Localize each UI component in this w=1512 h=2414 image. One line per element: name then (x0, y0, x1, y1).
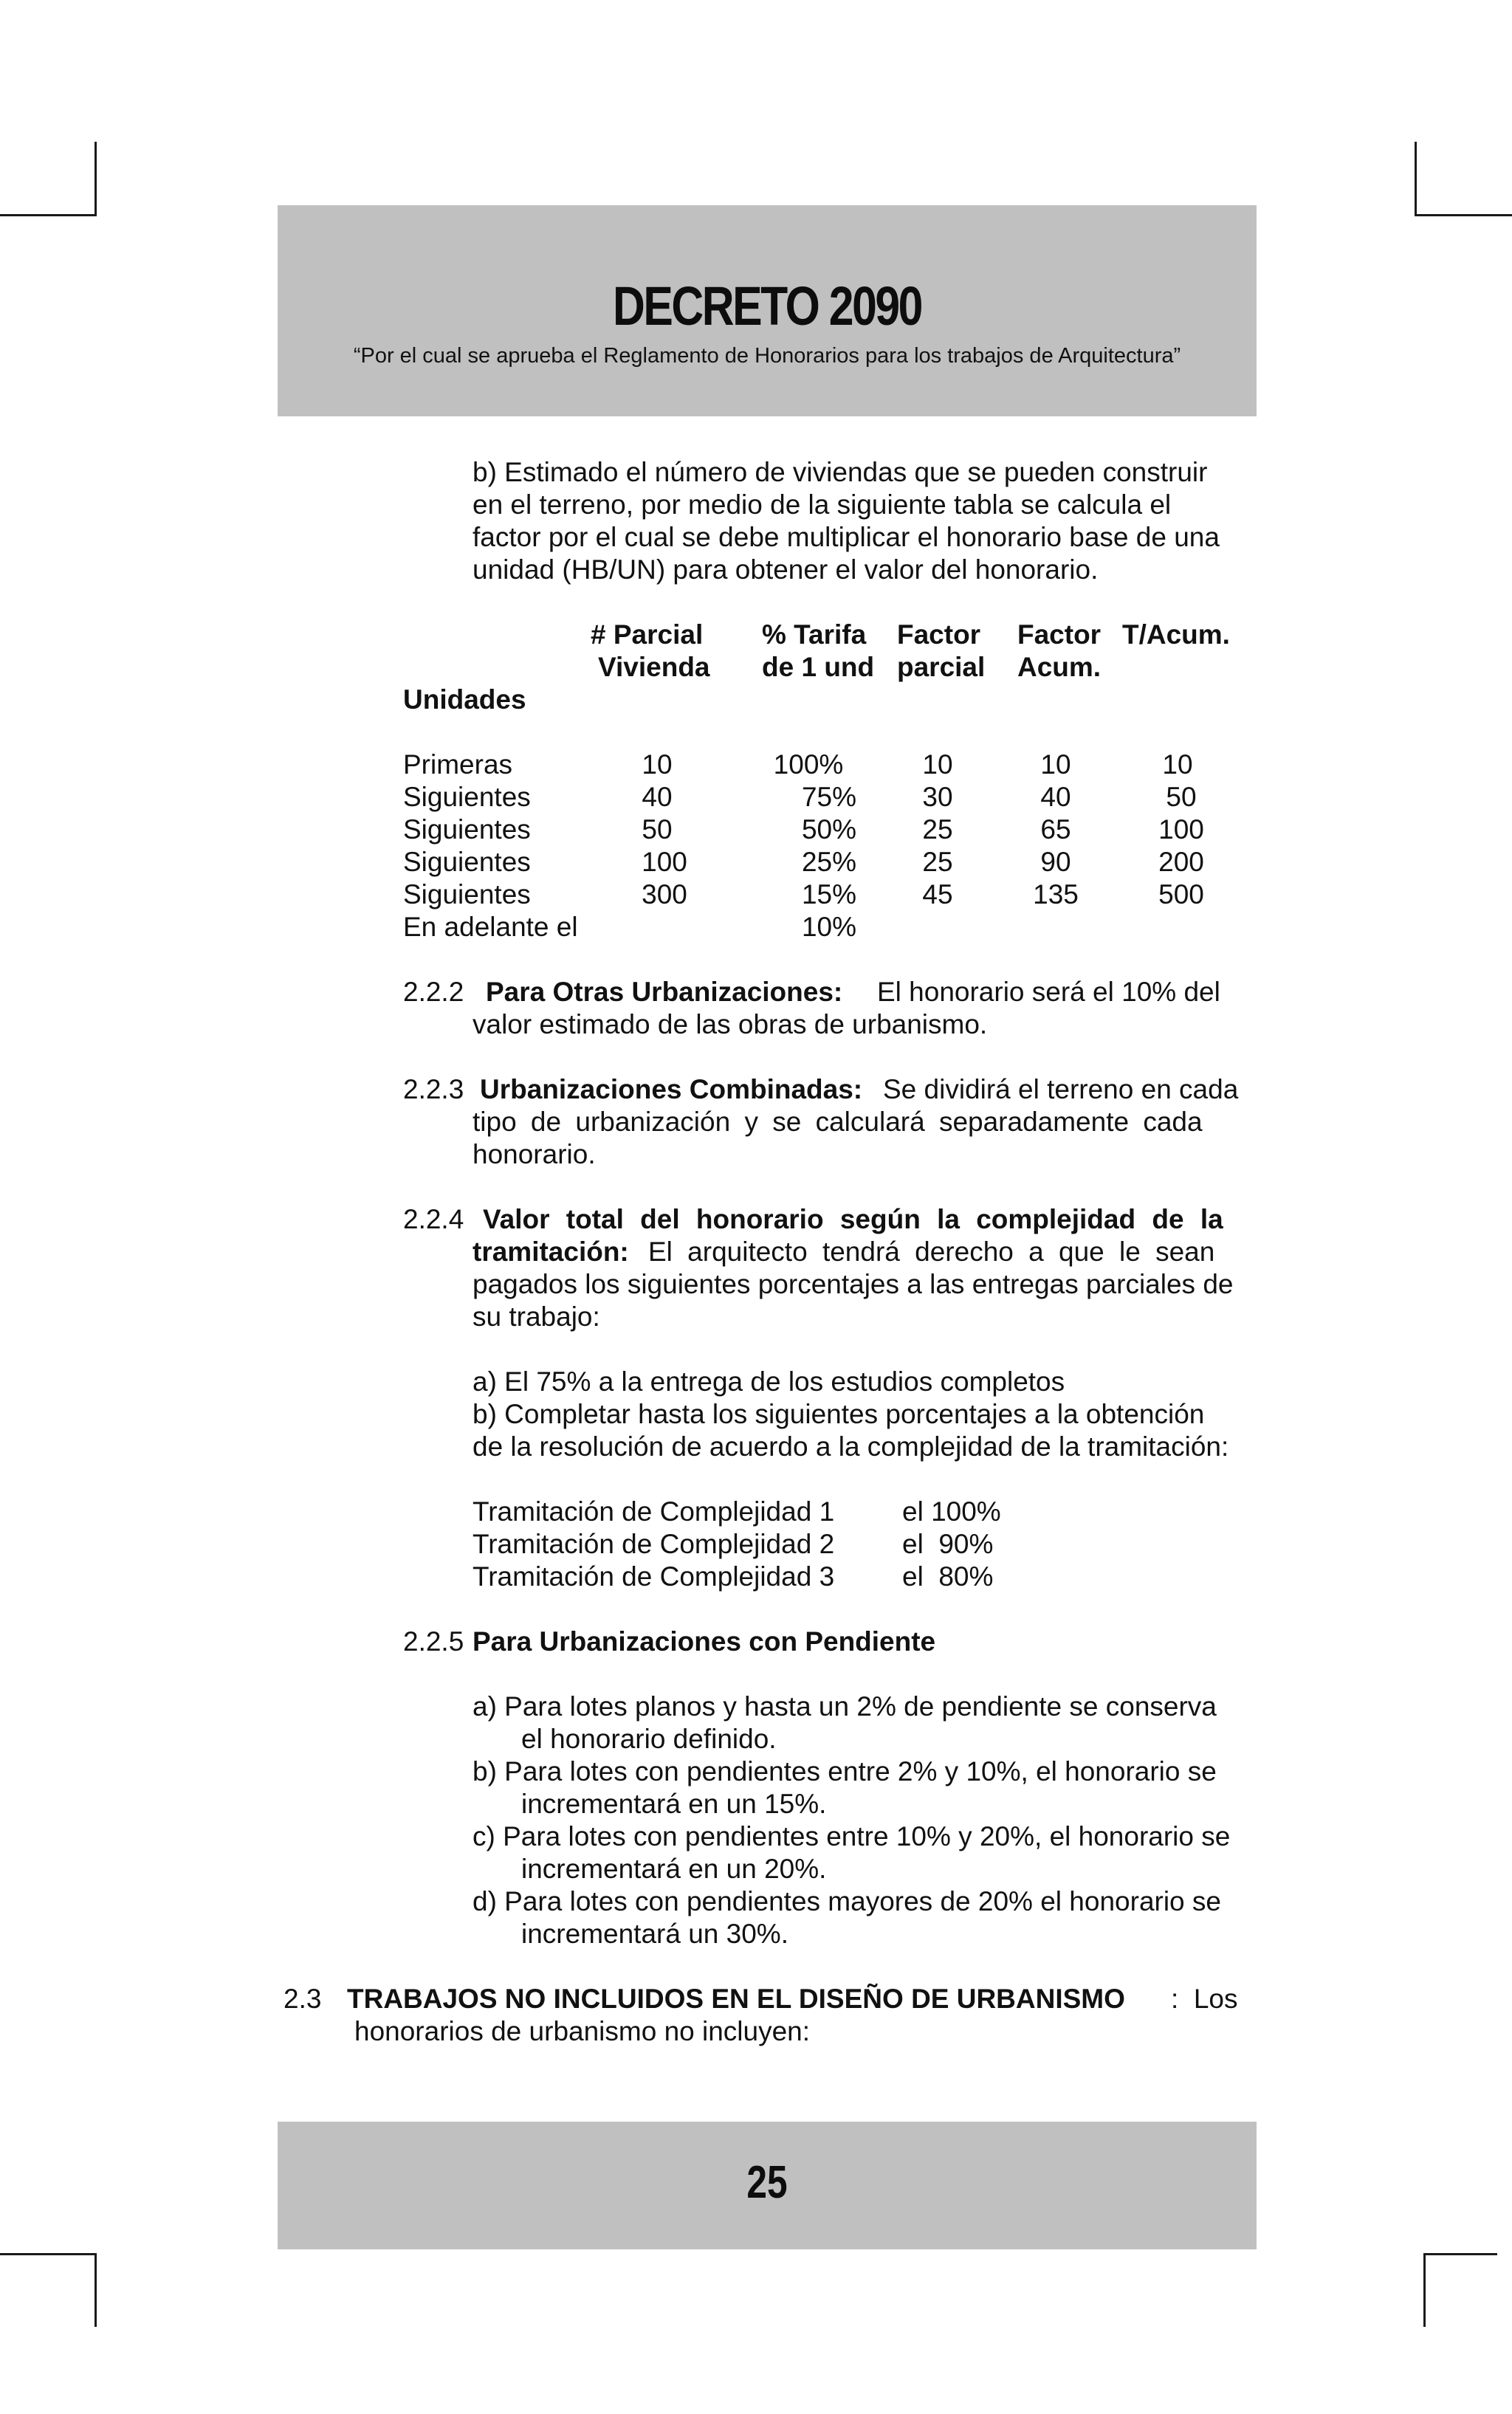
crop-mark-bottom-left-vertical (94, 2253, 97, 2327)
table-cell-parcial: 300 (642, 879, 687, 909)
section-text: valor estimado de las obras de urbanismo. (472, 1009, 988, 1039)
section-number: 2.3 (284, 1984, 322, 2014)
intro-line: en el terreno, por medio de la siguiente tabla se calcula el (472, 489, 1172, 520)
table-cell-t-acum: 100 (1158, 814, 1204, 845)
column-header-tarifa: % Tarifa (762, 619, 867, 650)
section-title: Para Otras Urbanizaciones: (486, 977, 843, 1007)
table-cell-tarifa: 15% (801, 879, 856, 909)
section-title: Valor total del honorario según la complejidad de la (483, 1204, 1223, 1234)
table-cell-unidades: Siguientes (403, 814, 531, 845)
crop-mark-top-right-horizontal (1415, 214, 1512, 216)
list-item: de la resolución de acuerdo a la complejidad de la tramitación: (472, 1431, 1229, 1462)
section-title: Urbanizaciones Combinadas: (480, 1074, 863, 1104)
table-cell-t-acum: 500 (1158, 879, 1204, 909)
table-cell-factor-parcial: 25 (922, 814, 953, 845)
table-cell-factor-parcial: 30 (922, 782, 953, 812)
crop-mark-bottom-left-horizontal (0, 2253, 97, 2255)
section-text: tipo de urbanización y se calculará separadamente cada (472, 1107, 1203, 1137)
list-item: incrementará en un 20%. (521, 1854, 827, 1884)
document-title: DECRETO 2090 (613, 275, 921, 337)
section-title: Para Urbanizaciones con Pendiente (472, 1626, 936, 1657)
table-cell-tarifa: 50% (801, 814, 856, 845)
column-header-factor-parcial: parcial (897, 652, 986, 682)
table-cell-tarifa: 10% (801, 912, 856, 942)
table-cell-tarifa: 25% (801, 847, 856, 877)
table-cell-factor-parcial: 45 (922, 879, 953, 909)
table-cell-unidades: Siguientes (403, 782, 531, 812)
table-cell-factor-acum: 90 (1040, 847, 1071, 877)
table-cell-t-acum: 50 (1166, 782, 1197, 812)
complejidad-value: el 80% (902, 1561, 994, 1592)
section-title: TRABAJOS NO INCLUIDOS EN EL DISEÑO DE URBANISMO (347, 1984, 1125, 2014)
table-cell-tarifa: 100% (773, 749, 844, 780)
table-cell-factor-acum: 10 (1040, 749, 1071, 780)
table-cell-tarifa: 75% (801, 782, 856, 812)
intro-line: b) Estimado el número de viviendas que se pueden construir (472, 457, 1208, 487)
section-text: El honorario será el 10% del (877, 977, 1220, 1007)
column-header-factor-acum: Acum. (1017, 652, 1102, 682)
table-cell-unidades: Siguientes (403, 847, 531, 877)
column-header-factor-acum: Factor (1017, 619, 1102, 650)
complejidad-label: Tramitación de Complejidad 1 (472, 1496, 835, 1527)
table-cell-unidades: Primeras (403, 749, 513, 780)
table-cell-factor-parcial: 25 (922, 847, 953, 877)
section-text: honorario. (472, 1139, 596, 1169)
crop-mark-bottom-right-vertical (1423, 2253, 1426, 2327)
column-header-t-acum: T/Acum. (1122, 619, 1230, 650)
column-header-factor-parcial: Factor (897, 619, 981, 650)
table-cell-factor-acum: 65 (1040, 814, 1071, 845)
header-band (278, 205, 1257, 416)
footer-band (278, 2122, 1257, 2249)
section-number: 2.2.3 (403, 1074, 464, 1104)
section-number: 2.2.5 (403, 1626, 464, 1657)
column-header-unidades: Unidades (403, 684, 526, 715)
complejidad-value: el 100% (902, 1496, 1001, 1527)
column-header-parcial: Vivienda (598, 652, 710, 682)
list-item: incrementará un 30%. (521, 1919, 788, 1949)
complejidad-label: Tramitación de Complejidad 2 (472, 1529, 835, 1559)
table-cell-t-acum: 10 (1162, 749, 1193, 780)
section-title: tramitación: (472, 1237, 629, 1267)
table-cell-parcial: 10 (642, 749, 673, 780)
table-cell-parcial: 50 (642, 814, 673, 845)
table-cell-parcial: 40 (642, 782, 673, 812)
crop-mark-top-left-horizontal (0, 214, 97, 216)
list-item: b) Para lotes con pendientes entre 2% y 10%, el honorario se (472, 1756, 1217, 1787)
page-number: 25 (746, 2157, 788, 2208)
section-text: pagados los siguientes porcentajes a las entregas parciales de (472, 1269, 1234, 1299)
section-text: Se dividirá el terreno en cada (883, 1074, 1239, 1104)
list-item: incrementará en un 15%. (521, 1789, 827, 1819)
crop-mark-top-left-vertical (94, 142, 97, 216)
complejidad-label: Tramitación de Complejidad 3 (472, 1561, 835, 1592)
crop-mark-bottom-right-horizontal (1423, 2253, 1497, 2255)
table-cell-unidades: En adelante el (403, 912, 578, 942)
section-text: honorarios de urbanismo no incluyen: (354, 2016, 811, 2046)
table-cell-parcial: 100 (642, 847, 687, 877)
intro-line: factor por el cual se debe multiplicar el honorario base de una (472, 522, 1220, 552)
section-text: El arquitecto tendrá derecho a que le sean (648, 1237, 1215, 1267)
section-number: 2.2.4 (403, 1204, 464, 1234)
list-item: d) Para lotes con pendientes mayores de 20% el honorario se (472, 1886, 1221, 1916)
complejidad-value: el 90% (902, 1529, 994, 1559)
table-cell-factor-acum: 135 (1033, 879, 1079, 909)
section-text: su trabajo: (472, 1301, 600, 1332)
list-item: el honorario definido. (521, 1724, 777, 1754)
table-cell-t-acum: 200 (1158, 847, 1204, 877)
section-number: 2.2.2 (403, 977, 464, 1007)
list-item: b) Completar hasta los siguientes porcentajes a la obtención (472, 1399, 1205, 1429)
table-cell-factor-parcial: 10 (922, 749, 953, 780)
table-cell-factor-acum: 40 (1040, 782, 1071, 812)
list-item: a) El 75% a la entrega de los estudios completos (472, 1366, 1065, 1397)
table-cell-unidades: Siguientes (403, 879, 531, 909)
column-header-parcial: # Parcial (591, 619, 704, 650)
crop-mark-top-right-vertical (1415, 142, 1417, 216)
section-text: : Los (1171, 1984, 1238, 2014)
list-item: c) Para lotes con pendientes entre 10% y 20%, el honorario se (472, 1821, 1231, 1851)
column-header-tarifa: de 1 und (762, 652, 875, 682)
intro-line: unidad (HB/UN) para obtener el valor del honorario. (472, 554, 1099, 585)
list-item: a) Para lotes planos y hasta un 2% de pendiente se conserva (472, 1691, 1217, 1722)
document-subtitle: “Por el cual se aprueba el Reglamento de Honorarios para los trabajos de Arquitectura” (353, 344, 1181, 368)
